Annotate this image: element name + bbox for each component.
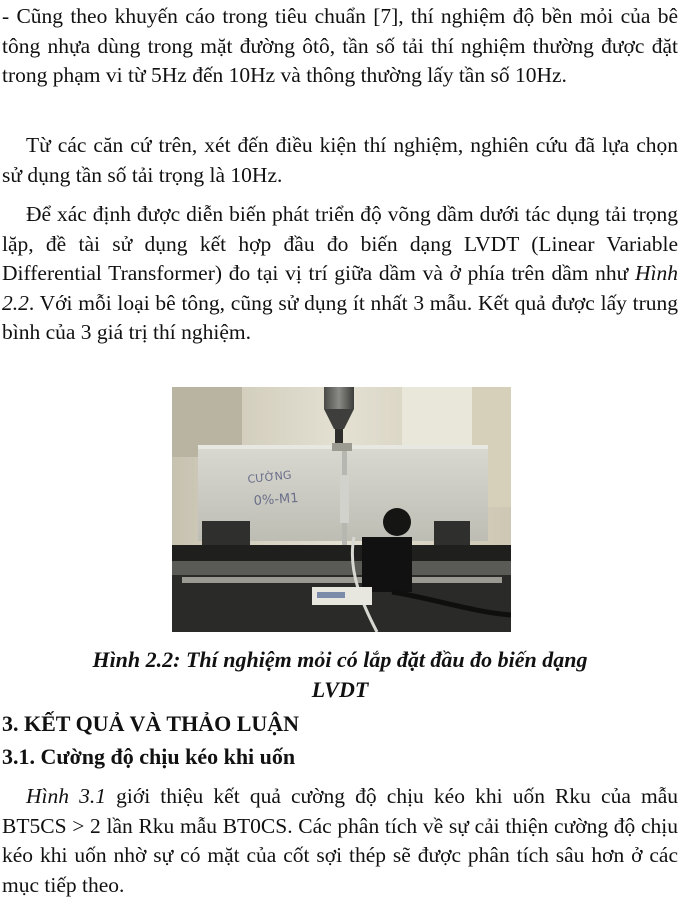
section-heading-results: 3. KẾT QUẢ VÀ THẢO LUẬN xyxy=(2,711,300,736)
figure-reference: Hình 3.1 xyxy=(26,784,106,808)
fatigue-test-illustration xyxy=(172,387,511,632)
paragraph-flexural-results xyxy=(2,782,678,900)
figure-caption-line-1: Hình 2.2: Thí nghiệm mỏi có lắp đặt đầu đo biến dạng xyxy=(92,647,588,672)
paragraph-test-frequency: - Cũng theo khuyến cáo trong tiêu chuẩn [7], thí nghiệm độ bền mỏi của bê tông nhựa dùng trong mặt đường ôtô, tần số tải thí nghiệm thường được đặt trong phạm vi từ 5Hz đến 10Hz và thông thường lấy tần số 10Hz. xyxy=(2,4,678,87)
specimen-label-1: CƯỜNG xyxy=(246,468,292,486)
paragraph-text: . Với mỗi loại bê tông, cũng sử dụng ít nhất 3 mẫu. Kết quả được lấy trung bình của 3 giá trị thí nghiệm. xyxy=(2,290,678,344)
paragraph-lvdt-setup xyxy=(2,200,678,348)
paragraph-selected-frequency xyxy=(2,131,678,190)
paragraph-text: Để xác định được diễn biến phát triển độ võng dầm dưới tác dụng tải trọng lặp, đề tài sử dụng kết hợp đầu đo biến dạng LVDT (Linear Variable Differential Transformer) đo tại vị trí giữa dầm và ở phía trên dầm như xyxy=(2,202,678,285)
subsection-heading-flexural-strength: 3.1. Cường độ chịu kéo khi uốn xyxy=(2,744,296,769)
paragraph-text: Từ các căn cứ trên, xét đến điều kiện thí nghiệm, nghiên cứu đã lựa chọn sử dụng tần số tải trọng là 10Hz. xyxy=(2,133,678,187)
fatigue-test-photo xyxy=(172,387,511,632)
figure-reference: Hình 2.2 xyxy=(2,261,678,315)
figure-caption-line-2: LVDT xyxy=(311,677,369,702)
specimen-label-2: 0%-M1 xyxy=(253,490,299,509)
paragraph-text: giới thiệu kết quả cường độ chịu kéo khi uốn Rku của mẫu BT5CS > 2 lần Rku mẫu BT0CS. Các phân tích về sự cải thiện cường độ chịu kéo khi uốn nhờ sự có mặt của cốt sợi thép sẽ được phân tích sâu hơn ở các mục tiếp theo. xyxy=(2,784,678,897)
